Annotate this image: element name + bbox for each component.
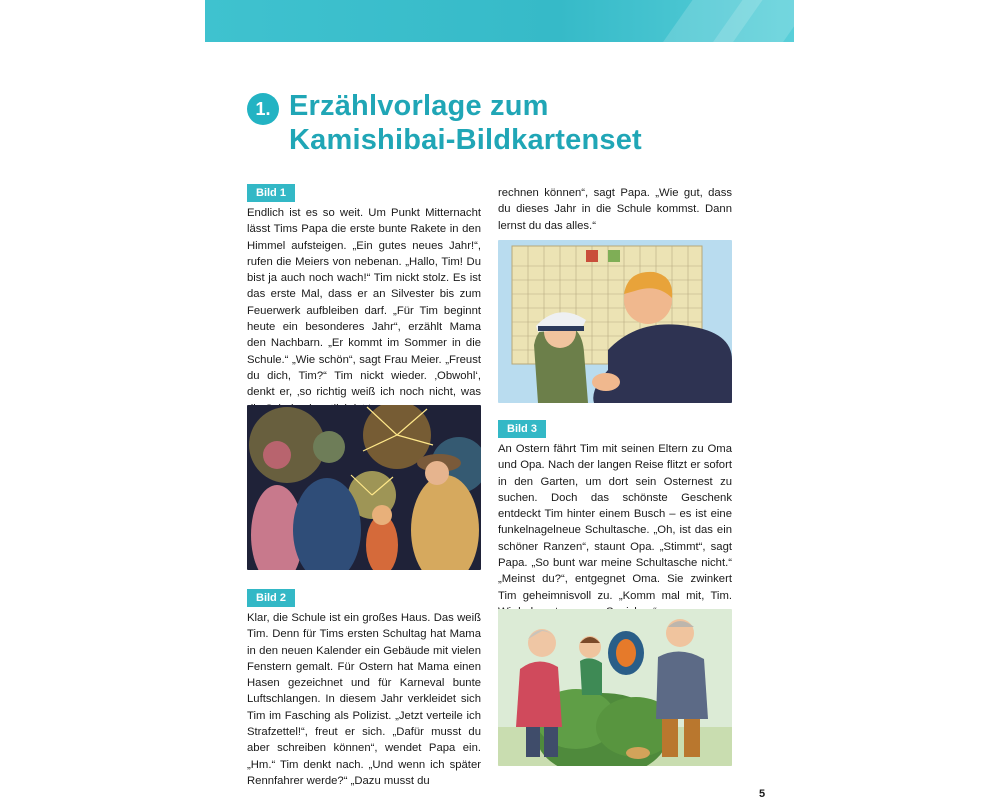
bild-2-text: Klar, die Schule ist ein großes Haus. Das weiß Tim. Denn für Tims ersten Schultag hat Mama in den neuen Kalender ein Gebäude mit vielen Fenstern gemalt. Für Ostern hat Mama einen Hasen gezeichnet und für Karneval bunte Luftschlangen. In diesem Jahr verkleidet sich Tim im Fasching als Polizist. „Jetzt verteile ich Strafzettel!“, freut er sich. „Dafür musst du aber schreiben können“, wendet Papa ein. „Hm.“ Tim denkt nach. „Und wenn ich später Rennfahrer werde?“ „Dazu musst du [247, 612, 481, 787]
bild-1-label: Bild 1 [247, 184, 295, 202]
bild-1-text: Endlich ist es so weit. Um Punkt Mitternacht lässt Tims Papa die erste bunte Rakete in den Himmel aufsteigen. „Ein gutes neues Jahr!“, rufen die Meiers von nebenan. „Hallo, Tim! Du bist ja auch noch wach!“ Tim nickt stolz. Es ist das erste Mal, dass er an Silvester bis zum Feuerwerk aufbleiben darf. „Für Tim beginnt heute ein besonderes Jahr“, erzählt Mama den Nachbarn. „Er kommt im Sommer in die Schule.“ „Wie schön“, sagt Frau Meier. „Freust du dich, Tim?“ Tim nickt wieder. ‚Obwohl‘, denkt er, ‚so richtig weiß ich noch nicht, was [247, 207, 481, 399]
title-line-2: Kamishibai-Bildkartenset [289, 124, 642, 156]
bild-2-label: Bild 2 [247, 589, 295, 607]
bild-2-text-continued: rechnen können“, sagt Papa. „Wie gut, dass du dieses Jahr in die Schule kommst. Dann lernst du das alles.“ [498, 187, 732, 232]
bild-3-text: An Ostern fährt Tim mit seinen Eltern zu Oma und Opa. Nach der langen Reise flitzt er sofort in den Garten, um dort sein Osternest zu suchen. Doch das schönste Geschenk entdeckt Tim hinter einem Busch – es ist eine funkelnagelneue Schultasche. „Oh, ist das ein schöner Ranzen“, staunt Opa. „Stimmt“, sagt Papa. „So bunt war meine Schultasche nicht.“ „Meinst du?“, entgegnet Oma. Sie zwinkert Tim geheimnisvoll zu. „Komm mal mit, Tim. [498, 443, 732, 602]
garden-illustration [498, 609, 732, 766]
title-line-1: Erzählvorlage zum [289, 90, 549, 122]
fireworks-illustration [247, 405, 481, 570]
page-number: 5 [759, 788, 766, 800]
bild-3-label: Bild 3 [498, 420, 546, 438]
calendar-illustration [498, 240, 732, 403]
header-band [205, 0, 794, 42]
section-number-badge: 1. [247, 93, 279, 125]
